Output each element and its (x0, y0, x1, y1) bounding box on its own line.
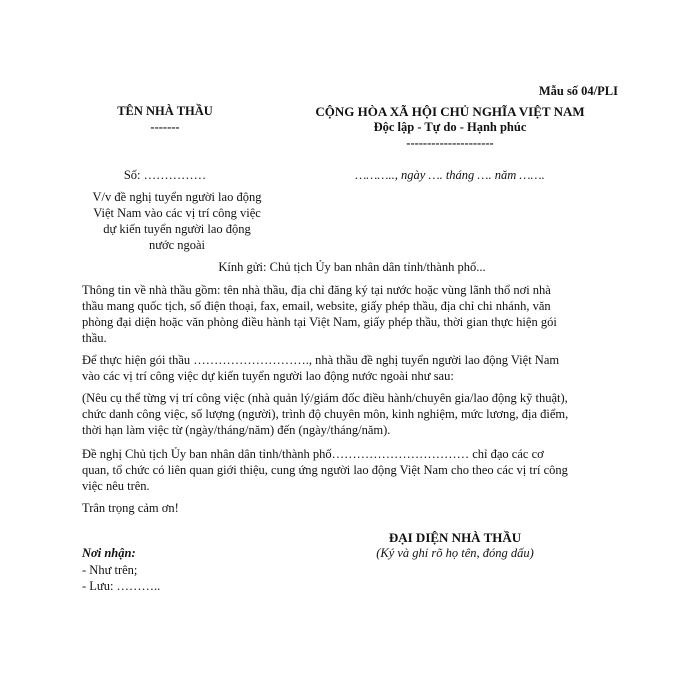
body-line: (Nêu cụ thể từng vị trí công việc (nhà quản lý/giám đốc điều hành/chuyên gia/lao động kỹ thuật), (82, 391, 568, 405)
body-paragraph-proposal (82, 446, 622, 494)
signature-title: ĐẠI DIỆN NHÀ THẦU (388, 530, 522, 545)
body-line: thời hạn làm việc từ (ngày/tháng/năm) đến (ngày/tháng/năm). (82, 423, 391, 437)
body-line: vào các vị trí công việc dự kiến tuyển người lao động nước ngoài như sau: (82, 369, 454, 383)
body-paragraph-thanks (82, 500, 622, 516)
body-line: thầu mang quốc tịch, số điện thoại, fax, email, website, giấy phép thầu, địa chỉ chi nhánh, văn (82, 299, 551, 313)
subject-line: V/v đề nghị tuyển người lao động (92, 190, 262, 204)
recipients-label: Nơi nhận: (82, 546, 136, 560)
contractor-rule: ------- (150, 120, 180, 134)
document-number: Số: …………… (123, 168, 207, 182)
body-line: việc nêu trên. (82, 479, 150, 493)
body-line: phòng đại diện hoặc văn phòng điều hành tại Việt Nam, giấy phép thầu, thời gian thực hiện gói (82, 315, 557, 329)
body-line: Thông tin về nhà thầu gồm: tên nhà thầu, địa chỉ đăng ký tại nước hoặc vùng lãnh thổ nơi nhà (82, 283, 551, 297)
national-motto: Độc lập - Tự do - Hạnh phúc (373, 120, 527, 134)
contractor-name: TÊN NHÀ THẦU (117, 104, 213, 118)
subject (72, 189, 282, 253)
subject-line: Việt Nam vào các vị trí công việc (93, 206, 261, 220)
body-line: Trân trọng cảm ơn! (82, 501, 179, 515)
subject-line: dự kiến tuyển người lao động (103, 222, 251, 236)
subject-line: nước ngoài (148, 238, 206, 252)
document-date: ……….., ngày …. tháng …. năm ……. (355, 168, 545, 182)
form-code: Mẫu số 04/PLI (538, 84, 618, 98)
recipients-item: - Lưu: ……….. (82, 579, 161, 593)
national-title: CỘNG HÒA XÃ HỘI CHỦ NGHĨA VIỆT NAM (315, 104, 585, 119)
body-line: Đề nghị Chủ tịch Ủy ban nhân dân tỉnh/thành phố…………………………… chỉ đạo các cơ (82, 447, 544, 461)
body-line: chức danh công việc, số lượng (người), trình độ chuyên môn, kinh nghiệm, mức lương, địa điểm, (82, 407, 569, 421)
recipients-item: - Như trên; (82, 563, 138, 577)
body-line: thầu. (82, 331, 107, 345)
body-line: quan, tổ chức có liên quan giới thiệu, cung ứng người lao động Việt Nam cho theo các vị trí công (82, 463, 568, 477)
national-rule: --------------------- (406, 136, 494, 150)
body-paragraph-positions (82, 390, 622, 438)
body-paragraph-request (82, 352, 622, 384)
body-line: Để thực hiện gói thầu ………………………., nhà thầu đề nghị tuyển người lao động Việt Nam (82, 353, 560, 367)
signature-note: (Ký và ghi rõ họ tên, đóng dấu) (376, 546, 534, 560)
body-paragraph-contractor-info (82, 282, 622, 346)
recipient-line: Kính gửi: Chủ tịch Ủy ban nhân dân tỉnh/thành phố... (218, 260, 486, 274)
